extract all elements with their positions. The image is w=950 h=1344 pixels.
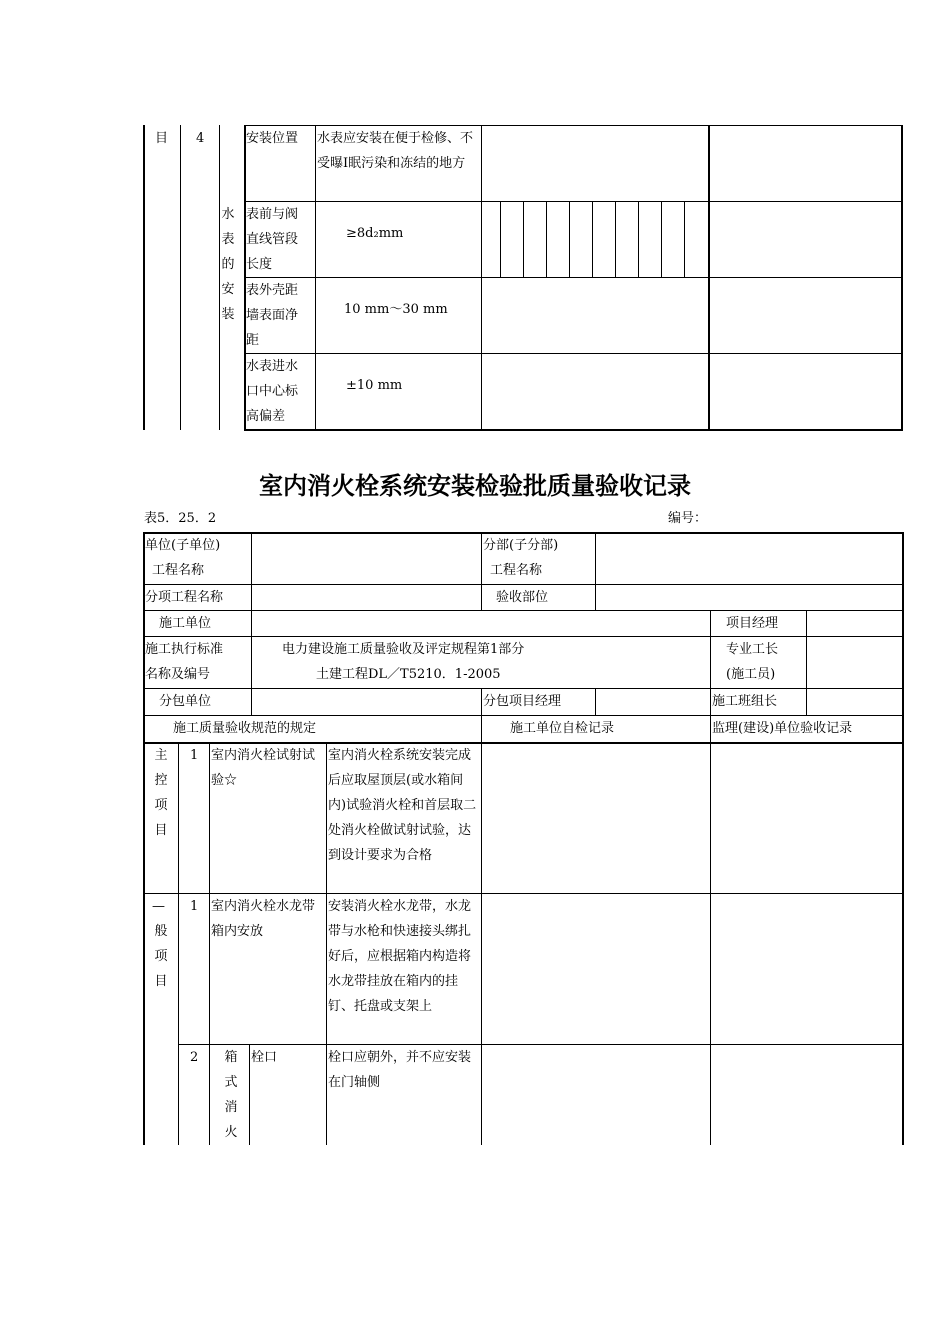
main-self-check-field[interactable] (482, 744, 709, 893)
item-wall-distance: 表外壳距墙表面净距 (246, 283, 299, 348)
sub-pm-label: 分包项目经理 (483, 694, 562, 709)
standard-straight-pipe: ≥8d₂mm (346, 226, 404, 241)
supervision-header: 监理(建设)单位验收记录 (712, 721, 853, 736)
general-item1-name: 室内消火栓水龙带箱内安放 (211, 899, 316, 939)
general-item1-supervision-field[interactable] (711, 894, 901, 1044)
constructor-label: 施工单位 (159, 616, 212, 631)
standard-value-2: 土建工程DL／T5210．1-2005 (316, 667, 501, 682)
general-item1-number: 1 (190, 899, 199, 914)
subdivision-name-field[interactable] (596, 534, 901, 584)
foreman-field[interactable] (807, 637, 901, 688)
general-item2-self-check-field[interactable] (482, 1045, 709, 1145)
standard-label: 施工执行标准 (145, 642, 224, 657)
item-install-position: 安装位置 (246, 131, 299, 146)
unit-label-2: 工程名称 (152, 563, 205, 578)
item-elevation-deviation: 水表进水口中心标高偏差 (246, 359, 299, 424)
acceptance-part-label: 验收部位 (496, 590, 549, 605)
main-item-spec: 室内消火栓系统安装完成后应取屋顶层(或水箱间内)试验消火栓和首层取二处消火栓做试射试验，达到设计要求为合格 (328, 748, 477, 863)
serial-number-label: 编号： (668, 511, 708, 526)
subitem-name-field[interactable] (252, 585, 480, 610)
general-item2-supervision-field[interactable] (711, 1045, 901, 1145)
general-item2-spec: 栓口应朝外，并不应安装在门轴侧 (328, 1050, 472, 1090)
main-supervision-field[interactable] (711, 744, 901, 893)
spec-header: 施工质量验收规范的规定 (173, 721, 317, 736)
general-item1-spec: 安装消火栓水龙带，水龙带与水枪和快速接头绑扎好后，应根据箱内构造将水龙带挂放在箱内的挂钉、托盘或支架上 (328, 899, 472, 1014)
form-title: 室内消火栓系统安装检验批质量验收记录 (259, 472, 691, 500)
general-category: 般项目 (154, 924, 168, 989)
foreman-label-2: (施工员) (726, 667, 776, 682)
foreman-label: 专业工长 (726, 642, 779, 657)
team-leader-field[interactable] (807, 689, 901, 715)
unit-name-field[interactable] (252, 534, 480, 584)
self-check-header: 施工单位自检记录 (510, 721, 615, 736)
subcontractor-label: 分包单位 (159, 694, 212, 709)
acceptance-part-field[interactable] (596, 585, 901, 610)
project-manager-field[interactable] (807, 611, 901, 636)
row-category: 目 (155, 131, 169, 146)
general-category-dash: — (152, 899, 165, 914)
unit-label: 单位(子单位) (145, 538, 221, 553)
item-number: 4 (196, 131, 205, 146)
subdivision-label-2: 工程名称 (490, 563, 543, 578)
main-item-number: 1 (190, 748, 199, 763)
constructor-field[interactable] (252, 611, 709, 636)
general-item1-self-check-field[interactable] (482, 894, 709, 1044)
subcontractor-field[interactable] (252, 689, 480, 715)
subdivision-label: 分部(子分部) (483, 538, 559, 553)
standard-elevation-deviation: ±10 mm (346, 378, 403, 393)
main-control-category: 主控项目 (154, 748, 168, 838)
standard-label-2: 名称及编号 (145, 667, 211, 682)
standard-value-1: 电力建设施工质量验收及评定规程第1部分 (282, 642, 525, 657)
subitem-label: 分项工程名称 (145, 590, 224, 605)
general-item2-name: 栓口 (251, 1050, 278, 1065)
team-leader-label: 施工班组长 (712, 694, 778, 709)
project-manager-label: 项目经理 (726, 616, 779, 631)
table-number: 表5．25．2 (144, 511, 217, 526)
group-label: 水表的安装 (221, 207, 235, 322)
sub-pm-field[interactable] (596, 689, 709, 715)
main-item-name: 室内消火栓试射试验☆ (211, 748, 316, 788)
standard-install-position: 水表应安装在便于检修、不受曝I眠污染和冻结的地方 (317, 131, 474, 171)
item-straight-pipe: 表前与阀直线管段长度 (246, 207, 299, 272)
standard-wall-distance: 10 mm～30 mm (344, 302, 448, 317)
general-item2-group: 箱式消火 (224, 1050, 238, 1140)
general-item2-number: 2 (190, 1050, 199, 1065)
